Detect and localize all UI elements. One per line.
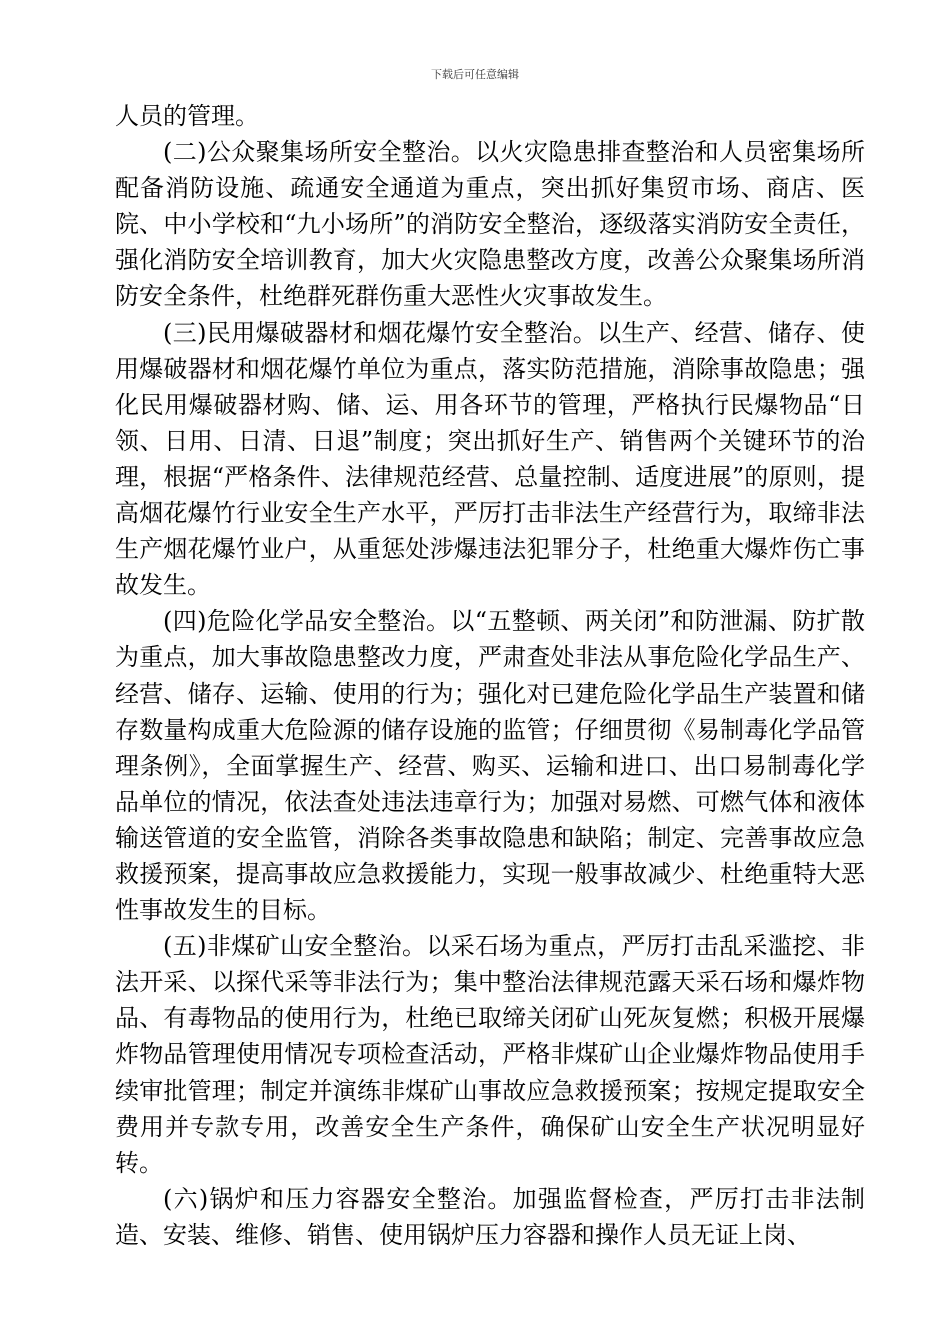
section-heading: (五)非煤矿山安全整治。 — [163, 932, 427, 961]
section-heading: (三)民用爆破器材和烟花爆竹安全整治。 — [163, 318, 598, 347]
paragraph-hazardous-chemicals — [115, 603, 865, 928]
paragraph-text: 以生产、经营、储存、使用爆破器材和烟花爆竹单位为重点，落实防范措施，消除事故隐患；强化民用爆破器材购、储、运、用各环节的管理，严格执行民爆物品“日领、日用、日清、日退”制度；突出抓好生产、销售两个关键环节的治理，根据“严格条件、法律规范经营、总量控制、适度进展”的原则，提高烟花爆竹行业安全生产水平，严厉打击非法生产经营行为，取缔非法生产烟花爆竹业户，从重惩处涉爆违法犯罪分子，杜绝重大爆炸伤亡事故发生。 — [115, 318, 865, 600]
document-body — [115, 98, 865, 1253]
page-header: 下载后可任意编辑 — [431, 68, 519, 81]
paragraph-boilers-pressure-vessels — [115, 1181, 865, 1253]
paragraph-non-coal-mines — [115, 928, 865, 1181]
paragraph-text: 加强监督检查，严厉打击非法制造、安装、维修、销售、使用锅炉压力容器和操作人员无证上岗、 — [115, 1184, 865, 1249]
paragraph-text: 以火灾隐患排查整治和人员密集场所配备消防设施、疏通安全通道为重点，突出抓好集贸市场、商店、医院、中小学校和“九小场所”的消防安全整治，逐级落实消防安全责任，强化消防安全培训教育，加大火灾隐患整改方度，改善公众聚集场所消防安全条件，杜绝群死群伤重大恶性火灾事故发生。 — [115, 138, 865, 311]
section-heading: (二)公众聚集场所安全整治。 — [163, 138, 476, 167]
paragraph-text: 以采石场为重点，严厉打击乱采滥挖、非法开采、以探代采等非法行为；集中整治法律规范露天采石场和爆炸物品、有毒物品的使用行为，杜绝已取缔关闭矿山死灰复燃；积极开展爆炸物品管理使用情况专项检查活动，严格非煤矿山企业爆炸物品使用手续审批管理；制定并演练非煤矿山事故应急救援预案；按规定提取安全费用并专款专用，改善安全生产条件，确保矿山安全生产状况明显好转。 — [115, 932, 865, 1177]
section-heading: (四)危险化学品安全整治。 — [163, 607, 451, 636]
paragraph-continuation — [115, 98, 865, 134]
section-heading: (六)锅炉和压力容器安全整治。 — [163, 1184, 513, 1213]
paragraph-text: 以“五整顿、两关闭”和防泄漏、防扩散为重点，加大事故隐患整改力度，严肃查处非法从事危险化学品生产、经营、储存、运输、使用的行为；强化对已建危险化学品生产装置和储存数量构成重大危险源的储存设施的监管；仔细贯彻《易制毒化学品管理条例》，全面掌握生产、经营、购买、运输和进口、出口易制毒化学品单位的情况，依法查处违法违章行为；加强对易燃、可燃气体和液体输送管道的安全监管，消除各类事故隐患和缺陷；制定、完善事故应急救援预案，提高事故应急救援能力，实现一般事故减少、杜绝重特大恶性事故发生的目标。 — [115, 607, 865, 925]
paragraph-text: 人员的管理。 — [115, 102, 259, 130]
paragraph-explosives-fireworks — [115, 315, 865, 604]
paragraph-public-gathering-places — [115, 134, 865, 314]
